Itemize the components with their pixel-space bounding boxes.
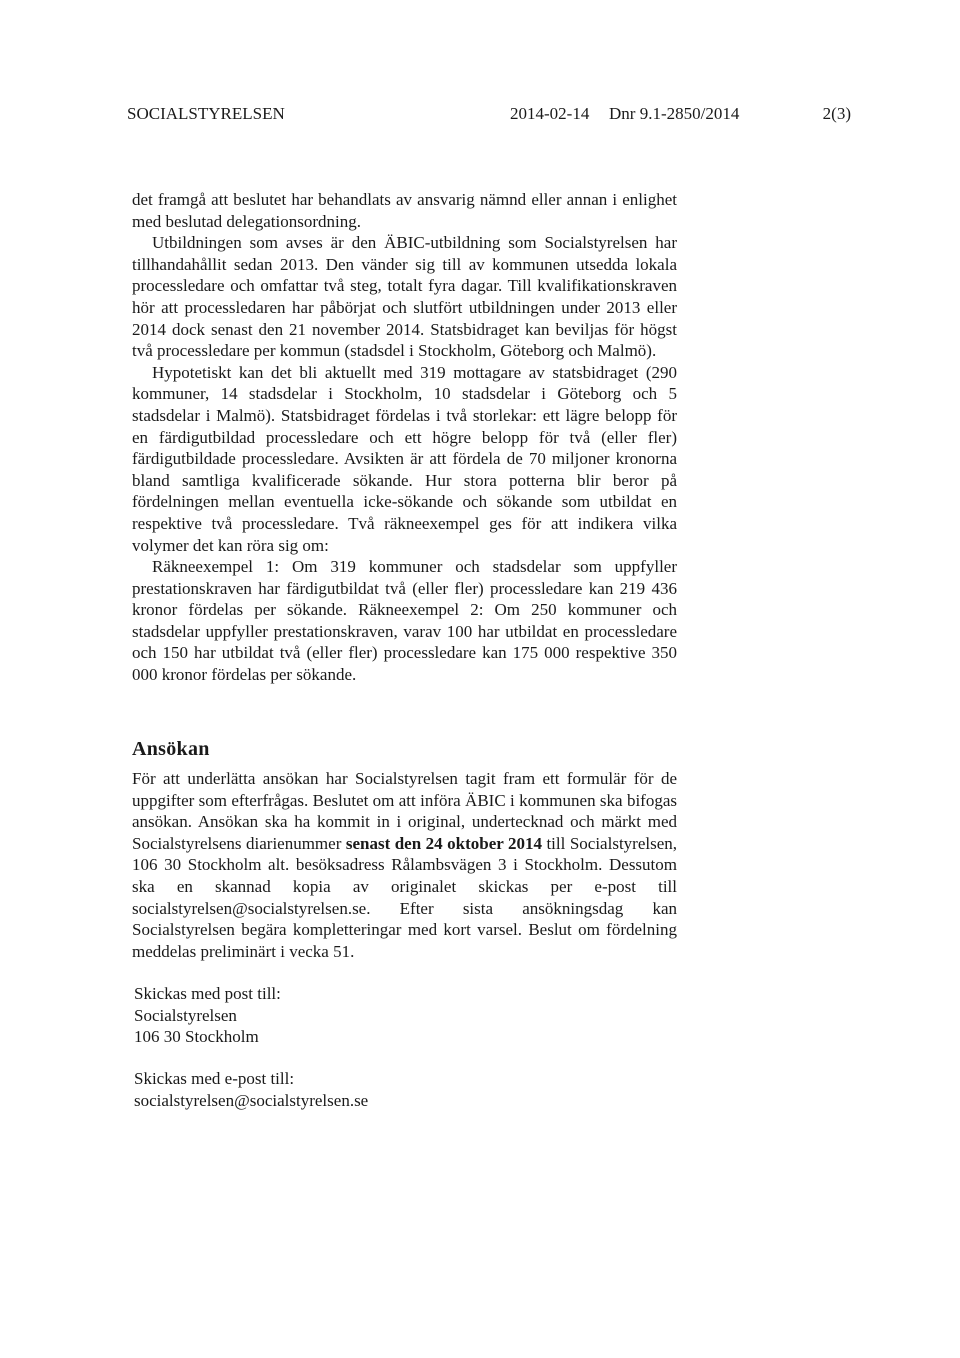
paragraph-3: Hypotetiskt kan det bli aktuellt med 319 mottagare av statsbidraget (290 kommuner, 14 stadsdelar i Stockholm, 10 stadsdelar i Göteborg och 5 stadsdelar i Malmö). Statsbidraget fördelas i två storlekar: ett lägre belopp för en färdigutbildad processledare och ett högre belopp för två (eller fler) färdigutbildade processledare. Avsikten är att fördela de 70 miljoner kronorna bland samtliga kvalificerade sökande. Hur stora potterna blir beror på fördelningen mellan eventuella icke-sökande och sökande som utbildat en respektive två processledare. Två räkneexempel ges för att indikera vilka volymer det kan röra sig om:	[132, 362, 677, 555]
post-city: 106 30 Stockholm	[134, 1027, 259, 1047]
post-address-block	[134, 983, 281, 1048]
header-org: SOCIALSTYRELSEN	[127, 104, 285, 123]
body-section	[132, 189, 677, 686]
ansokan-text-a: För att underlätta ansökan har Socialstyrelsen tagit fram ett formulär för de uppgifter som efterfrågas. Beslutet om att införa ÄBIC i kommunen ska bifogas ansökan. Ansökan ska ha kommit in i original, undertecknad och märkt med Socialstyrelsens diarienummer	[132, 769, 677, 853]
paragraph-4: Räkneexempel 1: Om 319 kommuner och stadsdelar som uppfyller prestationskraven har färdigutbildat två (eller fler) processledare kan 219 436 kronor fördelas per sökande. Räkneexempel 2: Om 250 kommuner och stadsdelar uppfyller prestationskraven, varav 100 har utbildat en processledare och 150 har utbildat två (eller fler) processledare kan 175 000 respektive 350 000 kronor fördelas per sökande.	[132, 557, 677, 685]
email-address: socialstyrelsen@socialstyrelsen.se	[134, 1090, 369, 1110]
paragraph-1: det framgå att beslutet har behandlats av ansvarig nämnd eller annan i enlighet med beslutad delegationsordning.	[132, 190, 677, 231]
header-date: 2014-02-14	[510, 104, 590, 123]
email-label: Skickas med e-post till:	[134, 1069, 295, 1088]
ansokan-deadline: senast den 24 oktober 2014	[345, 833, 542, 853]
post-recipient: Socialstyrelsen	[134, 1005, 237, 1025]
post-label: Skickas med post till:	[134, 984, 281, 1003]
ansokan-paragraph	[132, 768, 677, 962]
header-page-number: 2(3)	[822, 104, 851, 123]
email-address-block	[134, 1068, 368, 1111]
ansokan-text-b: till Socialstyrelsen, 106 30 Stockholm alt. besöksadress Rålambsvägen 3 i Stockholm. Dessutom ska en skannad kopia av originalet skickas per e-post till socialstyrelsen@socialstyrelsen.se. Efter sista ansökningsdag kan Socialstyrelsen begära kompletteringar med kort varsel. Beslut om fördelning meddelas preliminärt i vecka 51.	[132, 833, 678, 961]
paragraph-2: Utbildningen som avses är den ÄBIC-utbildning som Socialstyrelsen har tillhandahållit sedan 2013. Den vänder sig till av kommunen utsedda lokala processledare och omfattar två steg, totalt fyra dagar. Till kvalifikationskraven hör att processledaren har påbörjat och slutfört utbildningen under 2013 eller 2014 dock senast den 21 november 2014. Statsbidraget kan beviljas för högst två processledare per kommun (stadsdel i Stockholm, Göteborg och Malmö).	[132, 233, 677, 361]
section-heading-ansokan: Ansökan	[132, 738, 210, 760]
header-dnr: Dnr 9.1-2850/2014	[609, 104, 740, 123]
ansokan-section	[132, 768, 677, 962]
page-header	[127, 102, 851, 126]
